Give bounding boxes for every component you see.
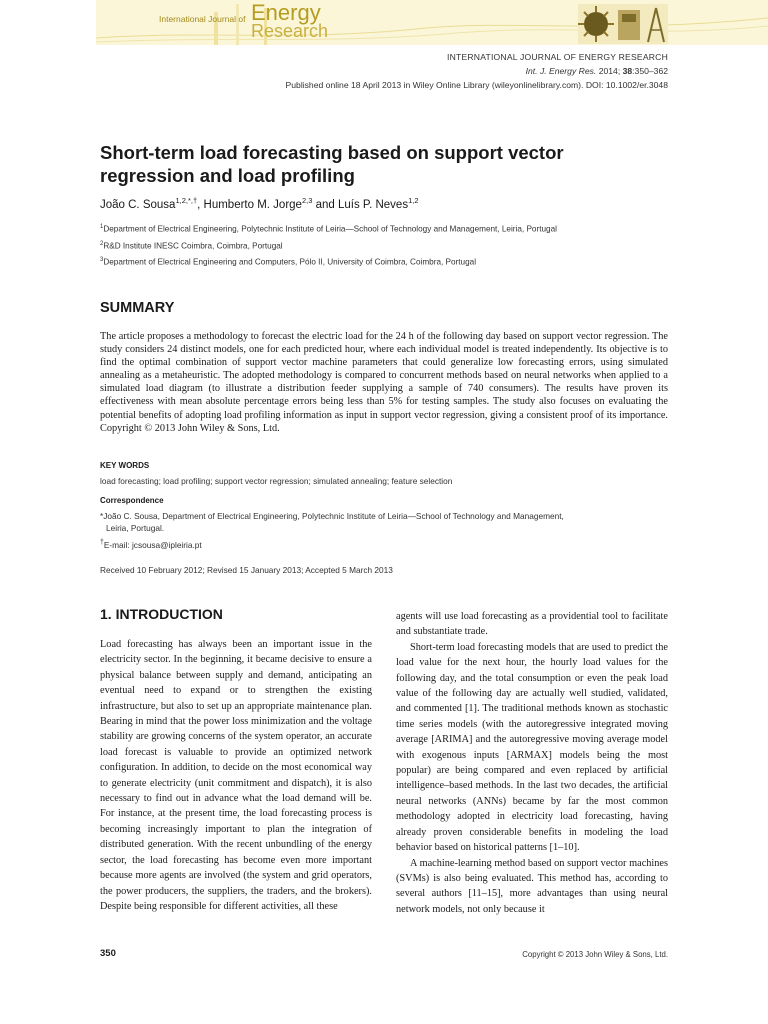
- published-line: Published online 18 April 2013 in Wiley Online Library (wileyonlinelibrary.com). DOI: 10.1002/er.3048: [285, 80, 668, 90]
- cite-year: 2014;: [596, 66, 623, 76]
- summary-heading: SUMMARY: [100, 300, 175, 316]
- journal-info: [286, 50, 668, 92]
- summary-text: The article proposes a methodology to forecast the electric load for the 24 h of the following day based on support vector regression. The study considers 24 distinct models, one for each predicted hour, where each individual model is treated independently. Its objective is to find the optimal combination of support vector machine parameters that could generalize low forecasting errors, using simulated annealing as a metaheuristic. The adopted methodology is compared to concurrent methods based on neural networks when applied to a simulated load diagram (to illustrate a distribution feeder supplying a sample of 740 consumers). The results have proven its effectiveness with mean absolute percentage errors being less than 5% for testing samples. The study also focuses on evaluating the potential benefits of adopting load profiling information as input in support vector regression, giving a consistent proof of its importance. Copyright © 2013 John Wiley & Sons, Ltd.: [100, 331, 668, 434]
- affiliation-3-mark: 3: [100, 257, 104, 264]
- affiliation-1-mark: 1: [100, 224, 104, 230]
- journal-name: INTERNATIONAL JOURNAL OF ENERGY RESEARCH: [447, 52, 668, 62]
- author-3-affil: 1,2: [408, 196, 419, 205]
- title-line-2: regression and load profiling: [100, 165, 355, 186]
- affiliation-2-text: R&D Institute INESC Coimbra, Coimbra, Portugal: [103, 241, 283, 251]
- brand-energy-word: Energy: [251, 0, 321, 25]
- cite-prefix: Int. J. Energy Res.: [525, 66, 597, 76]
- affiliation-1: [100, 220, 557, 237]
- affiliation-1-text: Department of Electrical Engineering, Polytechnic Institute of Leiria—School of Technology and Management, Leiria, Portugal: [103, 224, 557, 234]
- correspondence-heading: Correspondence: [100, 496, 164, 505]
- title-line-1: Short-term load forecasting based on support vector: [100, 142, 564, 163]
- author-list: [100, 196, 419, 211]
- keywords-heading: KEY WORDS: [100, 461, 150, 470]
- introduction-heading: 1. INTRODUCTION: [100, 606, 223, 622]
- author-sep: and: [312, 198, 338, 211]
- correspondence-line-2: Leiria, Portugal.: [106, 523, 165, 533]
- affiliation-3: [100, 253, 557, 270]
- author-3: Luís P. Neves: [337, 198, 409, 211]
- intro-left-column: [100, 637, 372, 914]
- affiliation-2-mark: 2: [100, 240, 104, 247]
- brand-prefix: International Journal of: [159, 14, 246, 24]
- journal-banner: [0, 0, 768, 45]
- brand-research-word: Research: [251, 21, 329, 41]
- cite-pages: :350–362: [632, 66, 668, 76]
- author-sep: ,: [197, 198, 204, 211]
- affiliations: [100, 220, 557, 270]
- author-2-affil: 2,3: [301, 196, 313, 205]
- footer-copyright: Copyright © 2013 John Wiley & Sons, Ltd.: [522, 950, 668, 959]
- banner-energy-image: [578, 4, 668, 44]
- manuscript-dates: Received 10 February 2012; Revised 15 January 2013; Accepted 5 March 2013: [100, 565, 393, 575]
- email-text: E-mail: jcsousa@ipleiria.pt: [103, 539, 202, 550]
- affiliation-3-text: Department of Electrical Engineering and Computers, Pólo II, University of Coimbra, Coimbra, Portugal: [103, 258, 477, 268]
- cite-volume: 38: [622, 66, 633, 76]
- intro-right-column: [396, 609, 668, 917]
- intro-paragraph-3: Short-term load forecasting models that are used to predict the load value for the next hour, the hourly load values for the following day, and the total consumption or even the peak load value of the following day are actually well studied, validated, and commented [1]. The traditional methods known as stochastic time series models (with the autoregressive integrated moving average [ARIMA] and the autoregressive moving average model with exogenous inputs [ARMAX] models being the most popular) are being compared and even replaced by artificial intelligence–based methods. In the last two decades, the artificial neural networks (ANNs) became by far the most common methodology adopted in electricity load forecasting, having already proven considerable benefits in modeling the load behavior based on historical patterns [1–10].: [396, 641, 668, 854]
- author-2: Humberto M. Jorge: [203, 198, 302, 211]
- correspondence-text: [100, 510, 670, 534]
- author-1: João C. Sousa: [100, 198, 176, 211]
- journal-citation: [286, 64, 668, 78]
- affiliation-2: [100, 237, 557, 254]
- page-number: 350: [100, 948, 116, 959]
- intro-paragraph-4: A machine-learning method based on support vector machines (SVMs) is also being evaluated. This method has, according to several authors [11–15], more advantages than using neural network models, not only because it: [396, 857, 668, 915]
- email-mark: †: [100, 539, 104, 546]
- correspondence-line-1: *João C. Sousa, Department of Electrical Engineering, Polytechnic Institute of Leiria—School of Technology and Management,: [100, 511, 564, 521]
- correspondence-email: [100, 539, 202, 550]
- keywords-text: load forecasting; load profiling; support vector regression; simulated annealing; feature selection: [100, 476, 453, 486]
- intro-paragraph-2: agents will use load forecasting as a providential tool to facilitate and substantiate trade.: [396, 611, 668, 638]
- intro-paragraph-1: Load forecasting has always been an important issue in the electricity sector. In the beginning, it became decisive to ensure a physical balance between supply and demand, anticipating an eventual need to expand or to strengthen the existing infrastructure, but also to set up an appropriate maintenance plan. Bearing in mind that the power loss minimization and the voltage stability are growing concerns of the system operator, an accurate load forecast is valuable to provide an optimized network configuration. In addition, to decide on the most economical way to generate electricity (unit commitment and dispatch), it is also necessary to find out in advance what the load demand will be. For instance, at the present time, the load forecasting process is becoming increasingly important to plan the integration of distributed generation. With the recent unbundling of the energy sector, the load forecasting has become even more important because more agents are involved (the system and grid operators, the power producers, the suppliers, the traders, and the brokers). Despite being responsible for different activities, all these: [100, 639, 372, 912]
- article-title: [100, 141, 670, 187]
- author-1-affil: 1,2,*,†: [175, 196, 198, 205]
